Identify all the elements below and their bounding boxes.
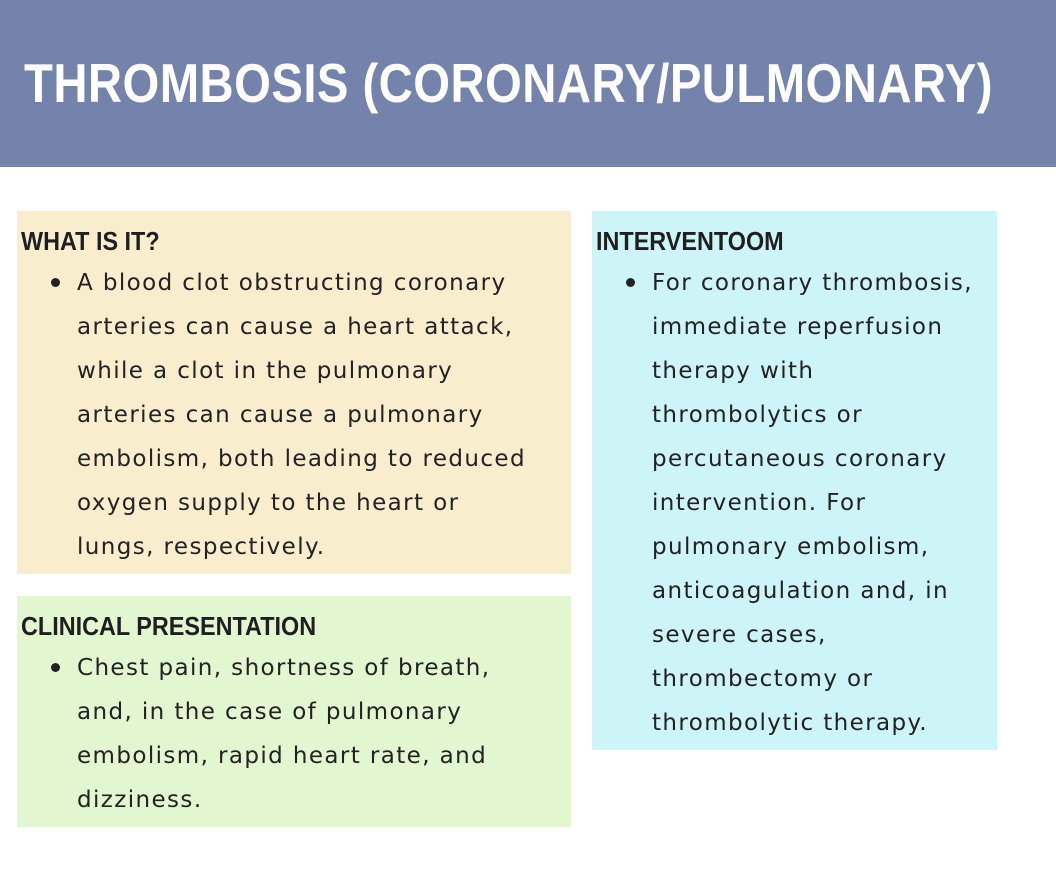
clinical-presentation-list: [47, 646, 490, 822]
bullet-line: For coronary thrombosis,: [652, 270, 973, 296]
bullet-line: A blood clot obstructing coronary: [77, 270, 507, 296]
clinical-presentation-bullet: [47, 646, 490, 822]
bullet-line: pulmonary embolism,: [652, 534, 930, 560]
bullet-line: while a clot in the pulmonary: [77, 358, 454, 384]
bullet-icon: [51, 278, 60, 287]
bullet-line: dizziness.: [77, 787, 203, 813]
bullet-line: arteries can cause a heart attack,: [77, 314, 514, 340]
what-is-it-list: [47, 261, 526, 569]
clinical-presentation-card: [17, 596, 571, 827]
bullet-line: lungs, respectively.: [77, 534, 326, 560]
bullet-line: thrombolytics or: [652, 402, 863, 428]
bullet-icon: [626, 278, 635, 287]
what-is-it-card: [17, 211, 571, 574]
intervention-card: [592, 211, 997, 750]
bullet-line: embolism, rapid heart rate, and: [77, 743, 488, 769]
intervention-list: [622, 261, 973, 745]
bullet-line: embolism, both leading to reduced: [77, 446, 526, 472]
bullet-line: intervention. For: [652, 490, 867, 516]
bullet-icon: [51, 663, 60, 672]
what-is-it-heading: WHAT IS IT?: [21, 226, 160, 256]
clinical-presentation-heading: CLINICAL PRESENTATION: [21, 611, 317, 641]
bullet-line: thrombolytic therapy.: [652, 710, 928, 736]
bullet-line: anticoagulation and, in: [652, 578, 949, 604]
what-is-it-bullet: [47, 261, 526, 569]
bullet-line: percutaneous coronary: [652, 446, 948, 472]
bullet-line: immediate reperfusion: [652, 314, 944, 340]
bullet-line: arteries can cause a pulmonary: [77, 402, 484, 428]
bullet-line: thrombectomy or: [652, 666, 874, 692]
title-banner: [0, 0, 1056, 167]
bullet-line: therapy with: [652, 358, 815, 384]
bullet-line: Chest pain, shortness of breath,: [77, 655, 491, 681]
intervention-bullet: [622, 261, 973, 745]
bullet-line: and, in the case of pulmonary: [77, 699, 463, 725]
bullet-line: severe cases,: [652, 622, 827, 648]
page-title: THROMBOSIS (CORONARY/PULMONARY): [24, 52, 993, 114]
bullet-line: oxygen supply to the heart or: [77, 490, 460, 516]
intervention-heading: INTERVENTOOM: [596, 226, 784, 256]
